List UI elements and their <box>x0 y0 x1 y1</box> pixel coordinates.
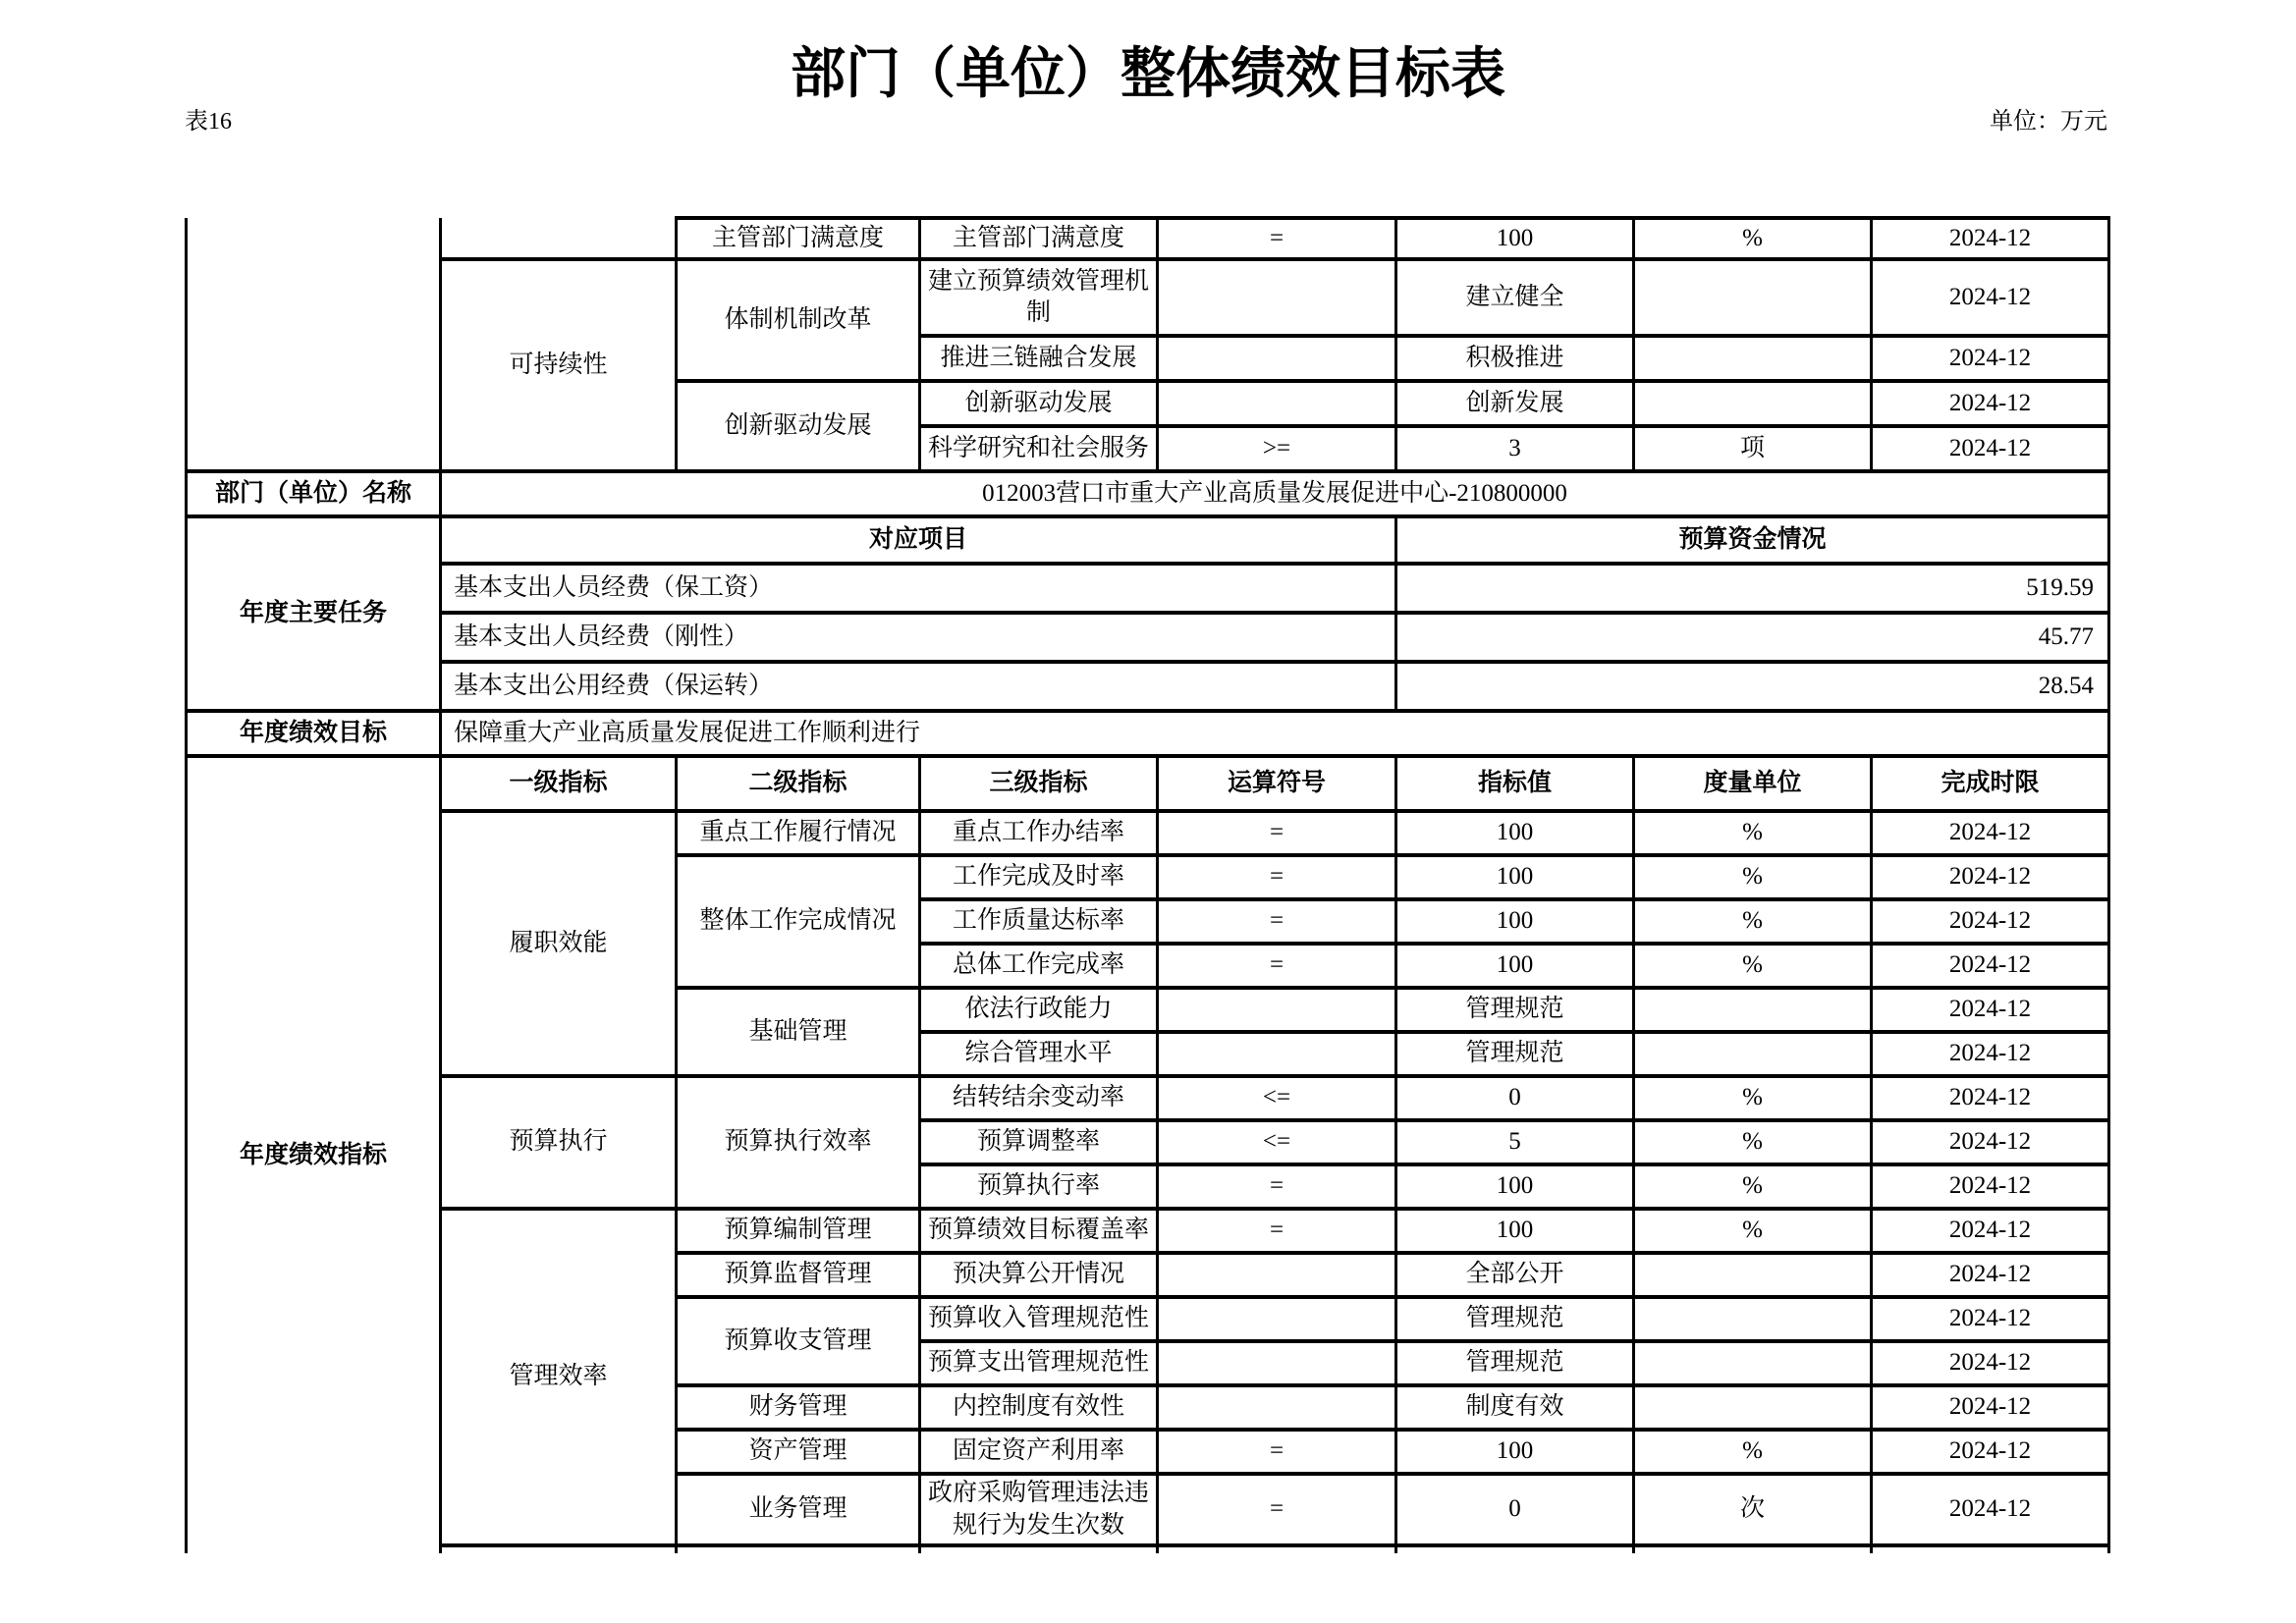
indicator-value-cell: 全部公开 <box>1396 1253 1634 1297</box>
table-row <box>187 564 2109 613</box>
indicator-value-cell: 5 <box>1396 1120 1634 1164</box>
level2-indicator-cell: 基础管理 <box>677 988 920 1076</box>
indicator-value-cell: 管理规范 <box>1396 1297 1634 1341</box>
unit-cell: % <box>1634 944 1872 988</box>
unit-cell: % <box>1634 899 1872 944</box>
level2-indicator-cell: 资产管理 <box>677 1430 920 1474</box>
level1-indicator-cell: 管理效率 <box>441 1209 677 1545</box>
unit-cell: % <box>1634 1209 1872 1253</box>
operator-cell: = <box>1158 1430 1396 1474</box>
operator-cell <box>1158 259 1396 336</box>
deadline-cell: 2024-12 <box>1872 899 2109 944</box>
deadline-cell: 2024-12 <box>1872 1474 2109 1545</box>
level3-indicator-cell: 工作完成及时率 <box>920 855 1158 899</box>
unit-cell <box>1634 988 1872 1032</box>
level1-indicator-cell: 预算执行 <box>441 1076 677 1209</box>
cutoff-cell <box>441 1545 677 1553</box>
deadline-cell: 2024-12 <box>1872 426 2109 471</box>
cutoff-cell <box>677 1545 920 1553</box>
level3-indicator-cell: 预算绩效目标覆盖率 <box>920 1209 1158 1253</box>
indicator-value-cell: 创新发展 <box>1396 381 1634 426</box>
indicator-value-cell: 建立健全 <box>1396 259 1634 336</box>
level3-indicator-cell: 政府采购管理违法违规行为发生次数 <box>920 1474 1158 1545</box>
level2-indicator-cell: 预算执行效率 <box>677 1076 920 1209</box>
indicator-value-cell: 100 <box>1396 855 1634 899</box>
deadline-cell: 2024-12 <box>1872 259 2109 336</box>
deadline-cell: 2024-12 <box>1872 1430 2109 1474</box>
cutoff-cell <box>1872 1545 2109 1553</box>
unit-cell <box>1634 1253 1872 1297</box>
operator-cell: = <box>1158 218 1396 259</box>
deadline-cell: 2024-12 <box>1872 811 2109 855</box>
level3-indicator-cell: 固定资产利用率 <box>920 1430 1158 1474</box>
level3-indicator-cell: 结转结余变动率 <box>920 1076 1158 1120</box>
operator-cell <box>1158 1253 1396 1297</box>
deadline-cell: 2024-12 <box>1872 1032 2109 1076</box>
unit-cell: % <box>1634 855 1872 899</box>
cutoff-cell <box>1634 1545 1872 1553</box>
indicator-value-cell: 100 <box>1396 218 1634 259</box>
deadline-cell: 2024-12 <box>1872 1209 2109 1253</box>
deadline-cell: 2024-12 <box>1872 1341 2109 1385</box>
deadline-cell: 2024-12 <box>1872 1297 2109 1341</box>
deadline-cell: 2024-12 <box>1872 381 2109 426</box>
indicator-value-cell: 管理规范 <box>1396 1341 1634 1385</box>
budget-amount-cell: 28.54 <box>1396 662 2109 711</box>
operator-cell: = <box>1158 1474 1396 1545</box>
budget-amount-cell: 519.59 <box>1396 564 2109 613</box>
deadline-cell: 2024-12 <box>1872 1164 2109 1209</box>
header-level1-cell: 一级指标 <box>441 756 677 811</box>
operator-cell: <= <box>1158 1120 1396 1164</box>
header-operator-cell: 运算符号 <box>1158 756 1396 811</box>
level3-indicator-cell: 创新驱动发展 <box>920 381 1158 426</box>
level3-indicator-cell: 推进三链融合发展 <box>920 336 1158 381</box>
table-row <box>187 711 2109 756</box>
project-item-cell: 基本支出人员经费（保工资） <box>441 564 1396 613</box>
project-item-cell: 基本支出人员经费（刚性） <box>441 613 1396 662</box>
operator-cell <box>1158 336 1396 381</box>
table-number-label: 表16 <box>185 109 232 135</box>
level3-indicator-cell: 预算执行率 <box>920 1164 1158 1209</box>
header-level2-cell: 二级指标 <box>677 756 920 811</box>
level2-indicator-cell: 体制机制改革 <box>677 259 920 381</box>
level3-indicator-cell: 内控制度有效性 <box>920 1385 1158 1430</box>
carryover-row-label-cell <box>187 218 441 471</box>
dept-name-value-cell: 012003营口市重大产业高质量发展促进中心-210800000 <box>441 471 2109 516</box>
level2-indicator-cell: 预算监督管理 <box>677 1253 920 1297</box>
level3-indicator-cell: 科学研究和社会服务 <box>920 426 1158 471</box>
level2-indicator-cell: 财务管理 <box>677 1385 920 1430</box>
meta-row <box>185 108 2107 136</box>
cutoff-cell <box>1396 1545 1634 1553</box>
indicator-value-cell: 管理规范 <box>1396 1032 1634 1076</box>
deadline-cell: 2024-12 <box>1872 944 2109 988</box>
indicator-value-cell: 100 <box>1396 899 1634 944</box>
operator-cell: = <box>1158 1164 1396 1209</box>
level3-indicator-cell: 综合管理水平 <box>920 1032 1158 1076</box>
unit-cell <box>1634 1297 1872 1341</box>
operator-cell <box>1158 381 1396 426</box>
operator-cell: = <box>1158 899 1396 944</box>
cutoff-cell <box>920 1545 1158 1553</box>
unit-cell: % <box>1634 1430 1872 1474</box>
annual-goal-label-cell: 年度绩效目标 <box>187 711 441 756</box>
unit-cell <box>1634 336 1872 381</box>
indicator-value-cell: 0 <box>1396 1076 1634 1120</box>
table-row <box>187 1209 2109 1253</box>
unit-cell: 次 <box>1634 1474 1872 1545</box>
header-level3-cell: 三级指标 <box>920 756 1158 811</box>
indicator-value-cell: 3 <box>1396 426 1634 471</box>
annual-indicators-label-cell: 年度绩效指标 <box>187 756 441 1553</box>
operator-cell: = <box>1158 855 1396 899</box>
unit-cell: % <box>1634 811 1872 855</box>
table-row <box>187 259 2109 336</box>
operator-cell <box>1158 1032 1396 1076</box>
level2-indicator-cell: 预算编制管理 <box>677 1209 920 1253</box>
project-header-cell: 对应项目 <box>441 516 1396 564</box>
indicator-value-cell: 100 <box>1396 1209 1634 1253</box>
deadline-cell: 2024-12 <box>1872 1385 2109 1430</box>
level3-indicator-cell: 依法行政能力 <box>920 988 1158 1032</box>
header-deadline-cell: 完成时限 <box>1872 756 2109 811</box>
deadline-cell: 2024-12 <box>1872 988 2109 1032</box>
budget-amount-cell: 45.77 <box>1396 613 2109 662</box>
table-row <box>187 811 2109 855</box>
table-row <box>187 662 2109 711</box>
deadline-cell: 2024-12 <box>1872 1253 2109 1297</box>
level2-indicator-cell: 重点工作履行情况 <box>677 811 920 855</box>
deadline-cell: 2024-12 <box>1872 218 2109 259</box>
table-row <box>187 218 2109 259</box>
unit-cell: % <box>1634 1120 1872 1164</box>
deadline-cell: 2024-12 <box>1872 855 2109 899</box>
header-value-cell: 指标值 <box>1396 756 1634 811</box>
indicator-value-cell: 管理规范 <box>1396 988 1634 1032</box>
unit-cell <box>1634 259 1872 336</box>
operator-cell: = <box>1158 811 1396 855</box>
dept-name-label-cell: 部门（单位）名称 <box>187 471 441 516</box>
annual-tasks-label-cell: 年度主要任务 <box>187 516 441 711</box>
level1-indicator-cell: 履职效能 <box>441 811 677 1076</box>
indicator-value-cell: 制度有效 <box>1396 1385 1634 1430</box>
level2-indicator-cell: 主管部门满意度 <box>677 218 920 259</box>
unit-cell <box>1634 1032 1872 1076</box>
level3-indicator-cell: 预决算公开情况 <box>920 1253 1158 1297</box>
performance-target-table <box>185 216 2110 1553</box>
table-row <box>187 471 2109 516</box>
level2-indicator-cell: 创新驱动发展 <box>677 381 920 471</box>
operator-cell <box>1158 1341 1396 1385</box>
unit-cell <box>1634 1385 1872 1430</box>
carryover-level1-cell <box>441 218 677 259</box>
unit-cell <box>1634 381 1872 426</box>
operator-cell: <= <box>1158 1076 1396 1120</box>
table-row <box>187 613 2109 662</box>
level3-indicator-cell: 建立预算绩效管理机制 <box>920 259 1158 336</box>
budget-header-cell: 预算资金情况 <box>1396 516 2109 564</box>
page-title: 部门（单位）整体绩效目标表 <box>791 44 1505 105</box>
operator-cell <box>1158 1385 1396 1430</box>
level2-indicator-cell: 整体工作完成情况 <box>677 855 920 988</box>
unit-cell: % <box>1634 1164 1872 1209</box>
annual-goal-value-cell: 保障重大产业高质量发展促进工作顺利进行 <box>441 711 2109 756</box>
unit-label: 单位：万元 <box>1990 109 2107 135</box>
table-row-cutoff <box>187 1545 2109 1553</box>
level3-indicator-cell: 重点工作办结率 <box>920 811 1158 855</box>
indicator-value-cell: 100 <box>1396 944 1634 988</box>
table-row <box>187 1076 2109 1120</box>
indicator-value-cell: 0 <box>1396 1474 1634 1545</box>
operator-cell: = <box>1158 1209 1396 1253</box>
indicator-value-cell: 100 <box>1396 1164 1634 1209</box>
level3-indicator-cell: 工作质量达标率 <box>920 899 1158 944</box>
level2-indicator-cell: 预算收支管理 <box>677 1297 920 1385</box>
level2-indicator-cell: 业务管理 <box>677 1474 920 1545</box>
deadline-cell: 2024-12 <box>1872 1120 2109 1164</box>
level3-indicator-cell: 预算调整率 <box>920 1120 1158 1164</box>
level3-indicator-cell: 预算支出管理规范性 <box>920 1341 1158 1385</box>
table-row <box>187 756 2109 811</box>
level1-indicator-cell: 可持续性 <box>441 259 677 471</box>
indicator-value-cell: 积极推进 <box>1396 336 1634 381</box>
table-row <box>187 516 2109 564</box>
unit-cell: % <box>1634 1076 1872 1120</box>
operator-cell <box>1158 988 1396 1032</box>
unit-cell <box>1634 1341 1872 1385</box>
cutoff-cell <box>1158 1545 1396 1553</box>
indicator-value-cell: 100 <box>1396 811 1634 855</box>
unit-cell: 项 <box>1634 426 1872 471</box>
level3-indicator-cell: 预算收入管理规范性 <box>920 1297 1158 1341</box>
operator-cell: = <box>1158 944 1396 988</box>
operator-cell: >= <box>1158 426 1396 471</box>
deadline-cell: 2024-12 <box>1872 336 2109 381</box>
level3-indicator-cell: 主管部门满意度 <box>920 218 1158 259</box>
header-unit-cell: 度量单位 <box>1634 756 1872 811</box>
indicator-value-cell: 100 <box>1396 1430 1634 1474</box>
deadline-cell: 2024-12 <box>1872 1076 2109 1120</box>
level3-indicator-cell: 总体工作完成率 <box>920 944 1158 988</box>
project-item-cell: 基本支出公用经费（保运转） <box>441 662 1396 711</box>
unit-cell: % <box>1634 218 1872 259</box>
operator-cell <box>1158 1297 1396 1341</box>
